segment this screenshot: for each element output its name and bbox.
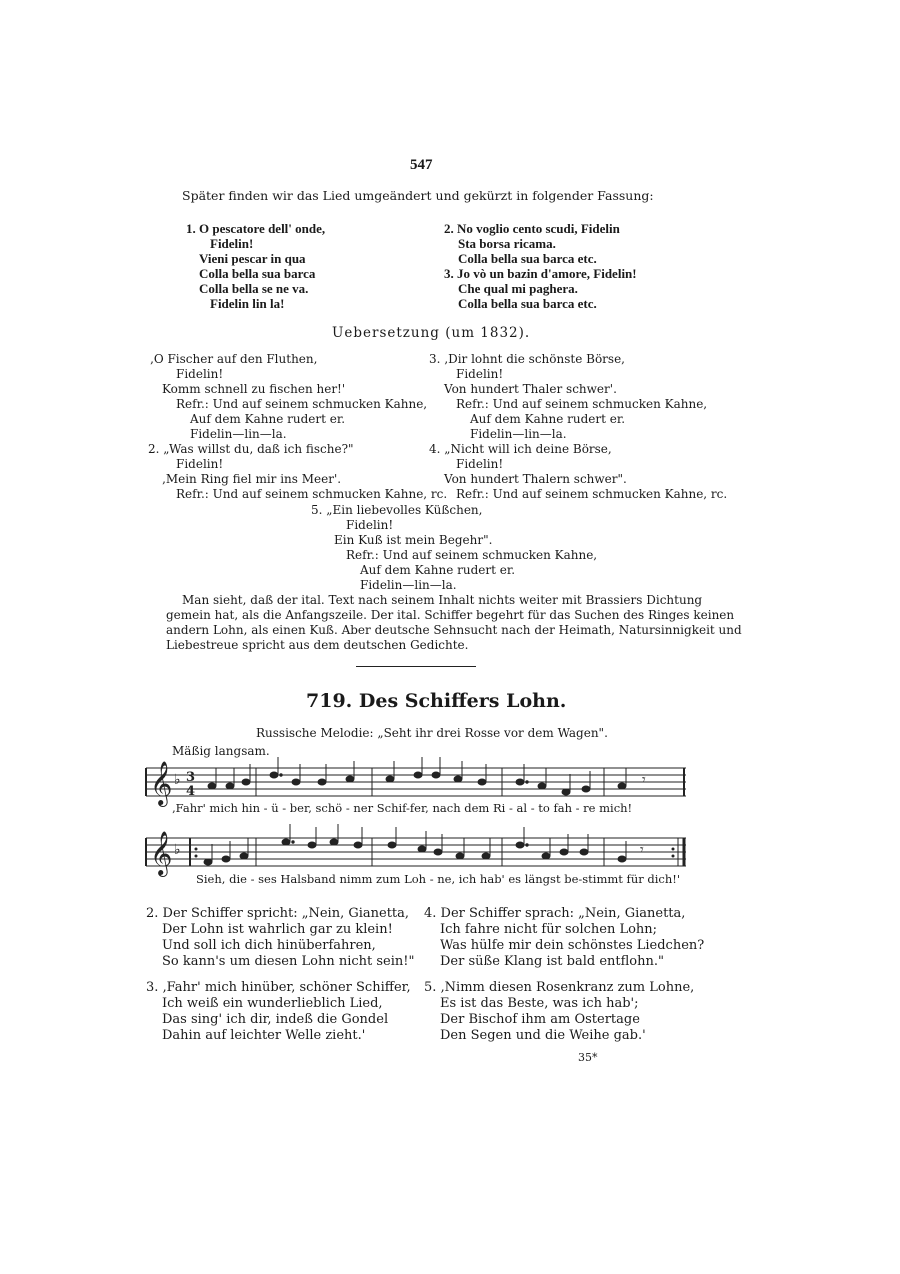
verse-line: 4. Der Schiffer sprach: „Nein, Gianetta,: [424, 906, 686, 921]
italian-line: Colla bella se ne va.: [199, 281, 309, 296]
time-sig-top: 3: [186, 770, 196, 785]
tempo-marking: Mäßig langsam.: [172, 744, 270, 758]
italian-line: Vieni pescar in qua: [199, 251, 306, 266]
translation-line: Fidelin!: [346, 518, 394, 532]
translation-line: 2. „Was willst du, daß ich fische?": [148, 442, 354, 456]
svg-text:𝄞: 𝄞: [150, 831, 173, 875]
translation-line: ‚O Fischer auf den Fluthen,: [150, 352, 318, 366]
verse-line: 2. Der Schiffer spricht: „Nein, Gianetta,: [146, 906, 410, 921]
translation-line: Fidelin!: [456, 367, 504, 381]
svg-text:♭: ♭: [174, 772, 181, 788]
svg-text:𝄞: 𝄞: [150, 761, 173, 805]
svg-text:𝄾: 𝄾: [640, 842, 644, 858]
translation-line: Refr.: Und auf seinem schmucken Kahne,: [176, 397, 428, 411]
italian-line: 1. O pescatore dell' onde,: [186, 221, 326, 236]
translation-line: Refr.: Und auf seinem schmucken Kahne,: [346, 548, 598, 562]
melody-note: Russische Melodie: „Seht ihr drei Rosse vor dem Wagen".: [256, 726, 608, 740]
translation-line: 5. „Ein liebevolles Küßchen,: [311, 503, 483, 517]
intro-text: Später finden wir das Lied umgeändert und gekürzt in folgender Fassung:: [182, 188, 654, 203]
italian-line: Colla bella sua barca etc.: [458, 251, 597, 266]
translation-line: Ein Kuß ist mein Begehr".: [334, 533, 493, 547]
verse-line: Der Lohn ist wahrlich gar zu klein!: [162, 922, 393, 937]
translation-line: Fidelin!: [176, 457, 224, 471]
italian-line: Colla bella sua barca etc.: [458, 296, 597, 311]
translation-line: Von hundert Thaler schwer'.: [444, 382, 617, 396]
translation-line: 4. „Nicht will ich deine Börse,: [429, 442, 612, 456]
translation-line: Fidelin!: [456, 457, 504, 471]
verse-line: Was hülfe mir dein schönstes Liedchen?: [440, 938, 705, 953]
italian-line: Fidelin!: [210, 236, 254, 251]
music-staff-2: [146, 832, 686, 874]
translation-line: Refr.: Und auf seinem schmucken Kahne, rc.: [176, 487, 448, 501]
commentary-line: andern Lohn, als einen Kuß. Aber deutsche Sehnsucht nach der Heimath, Natursinnigkeit und: [166, 623, 742, 637]
verse-line: Das sing' ich dir, indeß die Gondel: [162, 1012, 389, 1027]
verse-line: 3. ‚Fahr' mich hinüber, schöner Schiffer,: [146, 980, 411, 995]
translation-line: Auf dem Kahne rudert er.: [360, 563, 516, 577]
italian-line: Colla bella sua barca: [199, 266, 316, 281]
italian-line: 2. No voglio cento scudi, Fidelin: [444, 221, 620, 236]
translation-line: Von hundert Thalern schwer".: [444, 472, 627, 486]
italian-line: 3. Jo vò un bazin d'amore, Fidelin!: [444, 266, 637, 281]
svg-text:𝄾: 𝄾: [642, 772, 646, 788]
commentary-line: Man sieht, daß der ital. Text nach seinem Inhalt nichts weiter mit Brassiers Dichtung: [182, 593, 703, 607]
commentary-line: Liebestreue spricht aus dem deutschen Gedichte.: [166, 638, 469, 652]
translation-line: Auf dem Kahne rudert er.: [190, 412, 346, 426]
translation-line: Refr.: Und auf seinem schmucken Kahne,: [456, 397, 708, 411]
translation-line: Refr.: Und auf seinem schmucken Kahne, rc.: [456, 487, 728, 501]
verse-line: Es ist das Beste, was ich hab';: [440, 996, 639, 1011]
translation-heading: Uebersetzung (um 1832).: [332, 325, 531, 341]
translation-line: ‚Mein Ring fiel mir ins Meer'.: [162, 472, 342, 486]
lyric-line-2: Sieh, die - ses Halsband nimm zum Loh - ne, ich hab' es längst be-stimmt für dich!': [196, 872, 681, 886]
translation-line: Fidelin—lin—la.: [360, 578, 457, 592]
verse-line: Der Bischof ihm am Ostertage: [440, 1012, 640, 1027]
lyric-line-1: ‚Fahr' mich hin - ü - ber, schö - ner Schif-fer, nach dem Ri - al - to fah - re mich!: [172, 801, 633, 815]
italian-line: Che qual mi paghera.: [458, 281, 578, 296]
translation-line: 3. ‚Dir lohnt die schönste Börse,: [429, 352, 625, 366]
music-staff-1: [146, 762, 686, 804]
signature-mark: 35*: [578, 1051, 598, 1064]
commentary-line: gemein hat, als die Anfangszeile. Der ital. Schiffer begehrt für das Suchen des Ringes keinen: [166, 608, 735, 622]
translation-line: Fidelin!: [176, 367, 224, 381]
verse-line: Den Segen und die Weihe gab.': [440, 1028, 646, 1043]
page-number: 547: [410, 157, 433, 173]
translation-line: Auf dem Kahne rudert er.: [470, 412, 626, 426]
verse-line: Und soll ich dich hinüberfahren,: [162, 938, 376, 953]
verse-line: Ich fahre nicht für solchen Lohn;: [440, 922, 658, 937]
song-title: 719. Des Schiffers Lohn.: [306, 690, 567, 712]
translation-line: Fidelin—lin—la.: [190, 427, 287, 441]
translation-line: Fidelin—lin—la.: [470, 427, 567, 441]
verse-line: So kann's um diesen Lohn nicht sein!": [162, 954, 415, 969]
section-divider: [356, 666, 476, 667]
verse-line: Dahin auf leichter Welle zieht.': [162, 1028, 366, 1043]
italian-line: Fidelin lin la!: [210, 296, 285, 311]
verse-line: 5. ‚Nimm diesen Rosenkranz zum Lohne,: [424, 980, 695, 995]
verse-line: Ich weiß ein wunderlieblich Lied,: [162, 996, 383, 1011]
verse-line: Der süße Klang ist bald entflohn.": [440, 954, 664, 969]
italian-line: Sta borsa ricama.: [458, 236, 556, 251]
translation-line: Komm schnell zu fischen her!': [162, 382, 346, 396]
svg-text:♭: ♭: [174, 842, 181, 858]
time-sig-bottom: 4: [186, 784, 196, 799]
